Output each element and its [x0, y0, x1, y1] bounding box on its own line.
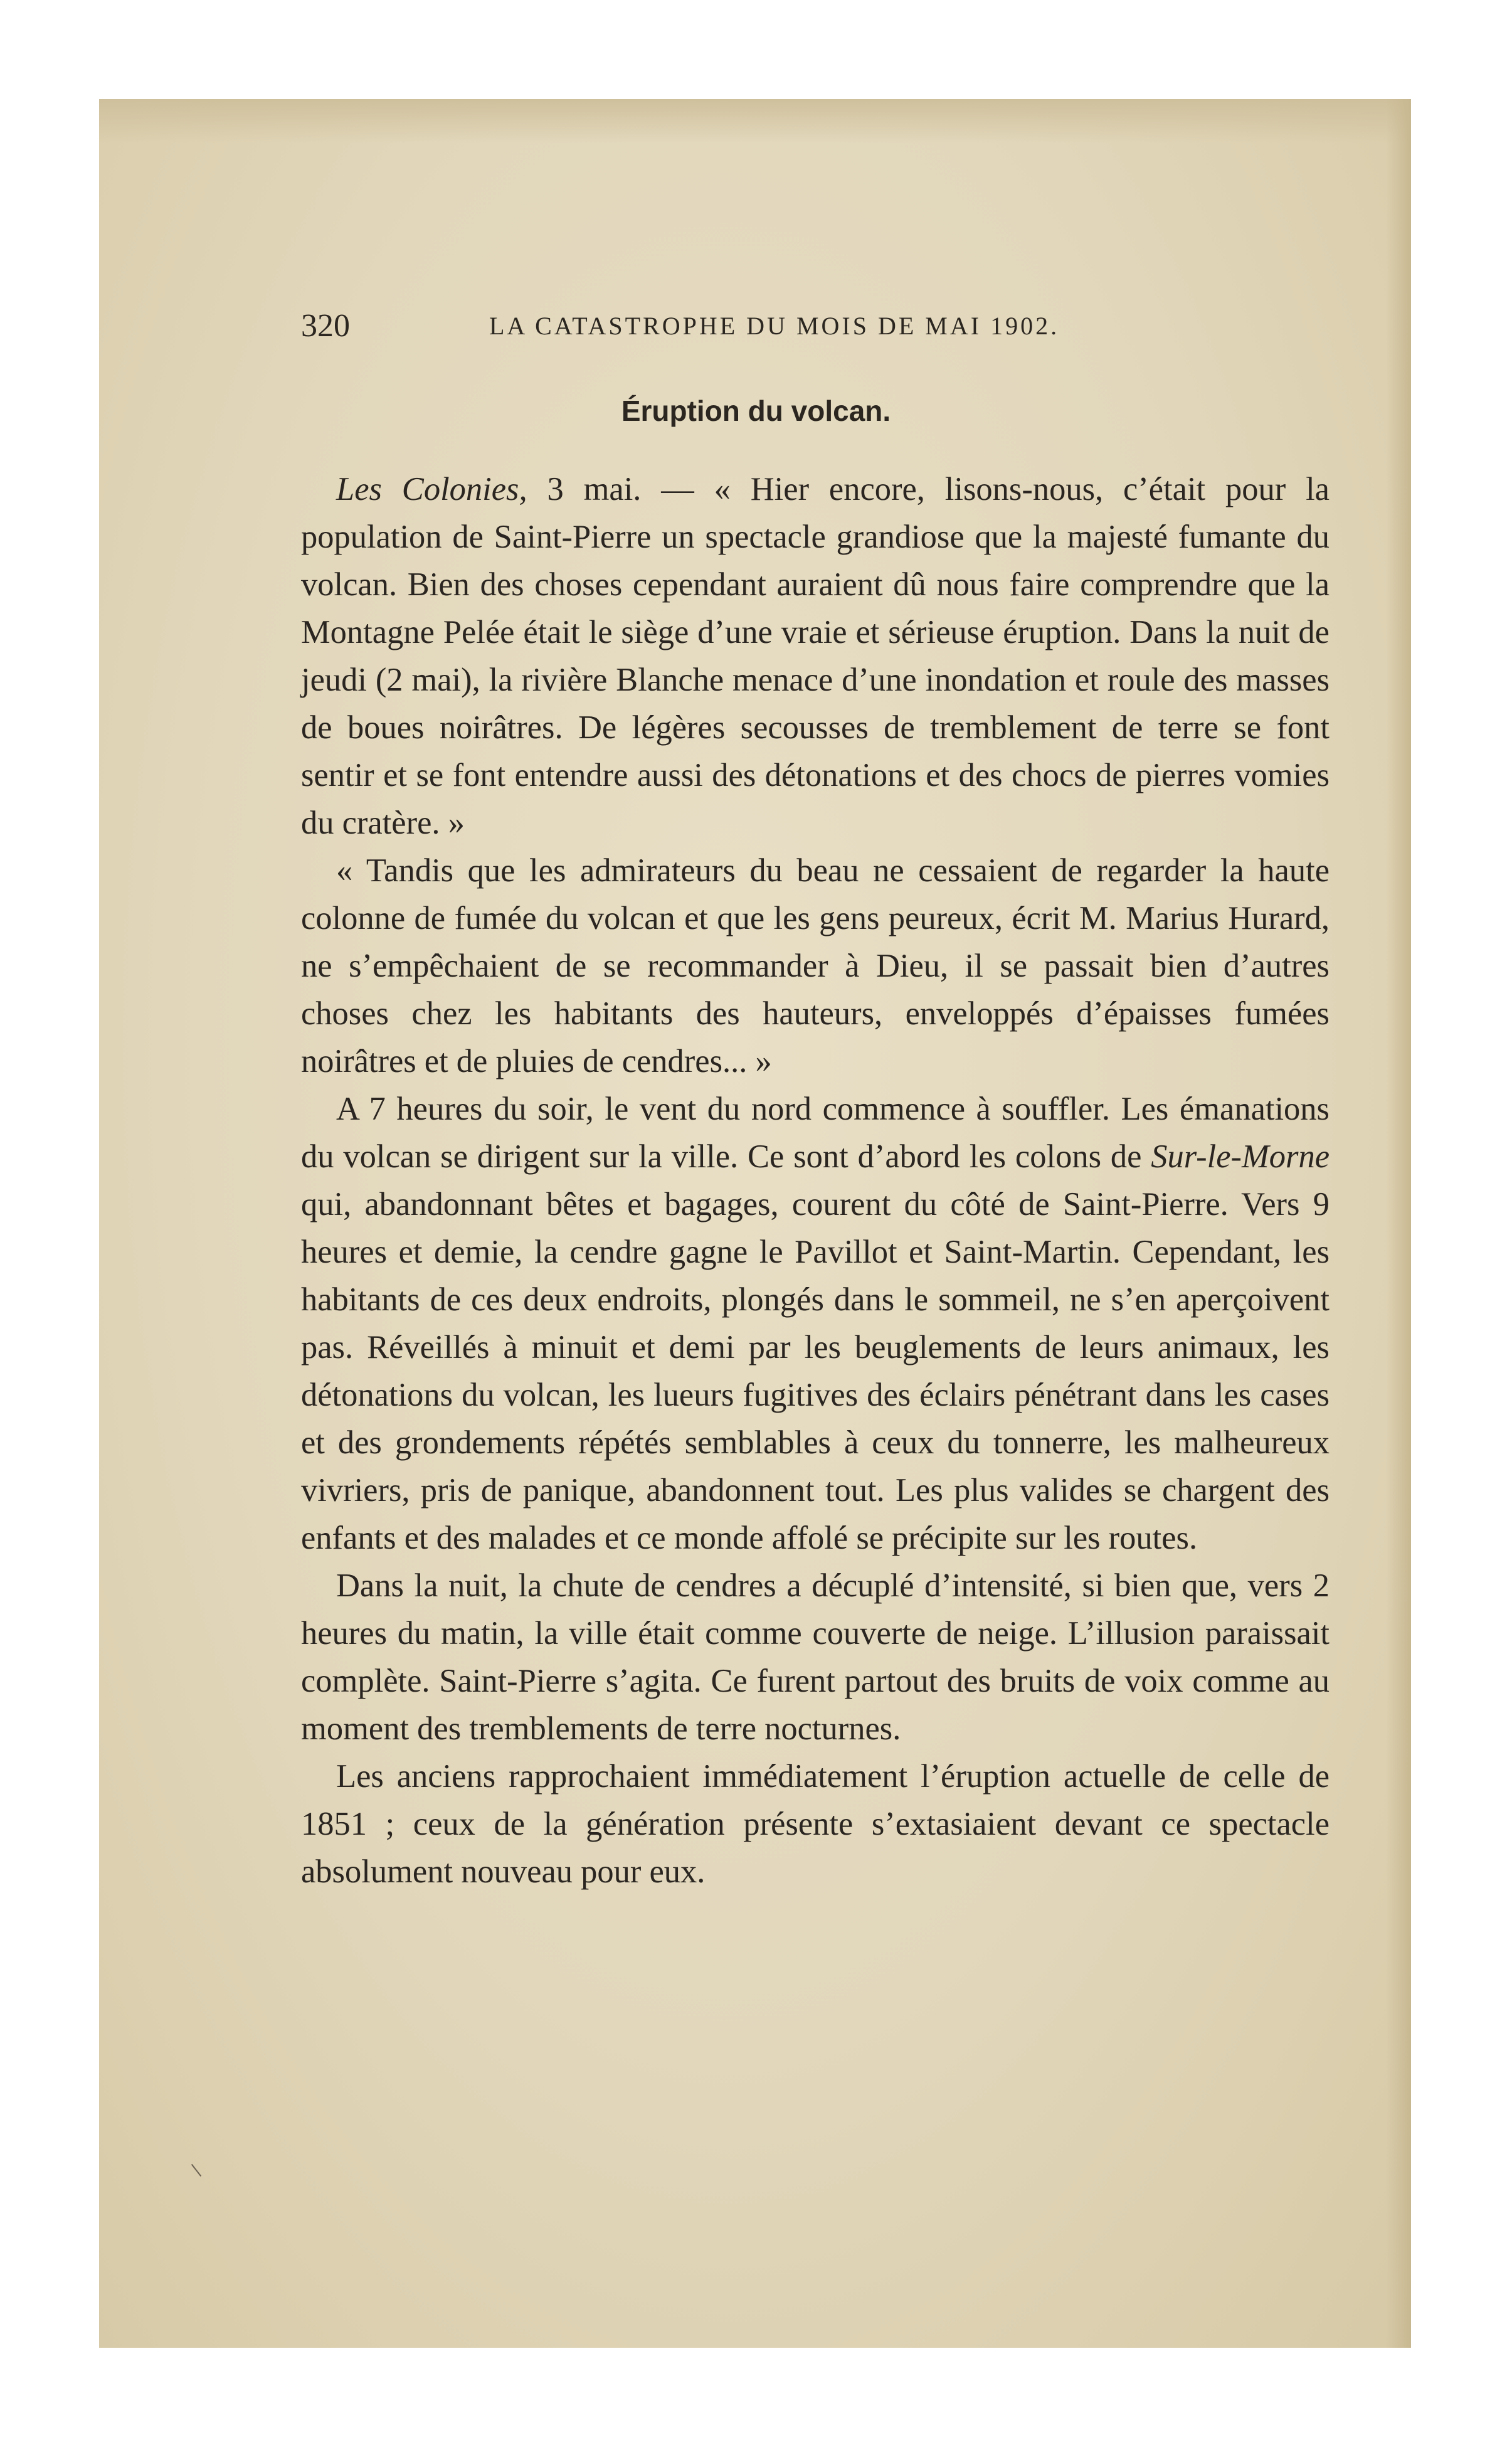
place-name: Sur-le-Morne	[1151, 1138, 1330, 1175]
body-text	[301, 465, 1330, 1896]
paragraph-5: Les anciens rapprochaient immédiatement l’éruption actuelle de celle de 1851 ; ceux de la génération présente s’extasiaient devant ce spectacle absolument nouveau pour eux.	[301, 1758, 1330, 1890]
paragraph-3-text-b: qui, abandonnant bêtes et bagages, courent du côté de Saint-Pierre. Vers 9 heures et demie, la cendre gagne le Pavillot et Saint-Martin. Cependant, les habitants de ces deux endroits, plongés dans le sommeil, ne s’en aperçoivent pas. Réveillés à minuit et demi par les beuglements de leurs animaux, les détonations du volcan, les lueurs fugitives des éclairs pénétrant dans les cases et des grondements répétés semblables à ceux du tonnerre, les malheureux vivriers, pris de panique, abandonnent tout. Les plus valides se chargent des enfants et des malades et ce monde affolé se précipite sur les routes.	[301, 1186, 1330, 1556]
paragraph-2: « Tandis que les admirateurs du beau ne cessaient de regarder la haute colonne de fumée du volcan et que les gens peureux, écrit M. Marius Hurard, ne s’empêchaient de se recommander à Dieu, il se passait bien d’autres choses chez les habitants des hauteurs, enveloppés d’épaisses fumées noirâtres et de pluies de cendres... »	[301, 852, 1330, 1079]
source-citation: Les Colonies,	[336, 471, 527, 507]
running-header	[301, 307, 1330, 345]
paragraph-1	[301, 465, 1330, 847]
paragraph-1-text: 3 mai. — « Hier encore, lisons-nous, c’était pour la population de Saint-Pierre un spectacle grandiose que la majesté fumante du volcan. Bien des choses cependant auraient dû nous faire comprendre que la Montagne Pelée était le siège d’une vraie et sérieuse éruption. Dans la nuit de jeudi (2 mai), la rivière Blanche menace d’une inondation et roule des masses de boues noirâtres. De légères secousses de tremblement de terre se font sentir et se font entendre aussi des détonations et des chocs de pierres vomies du cratère. »	[301, 471, 1330, 841]
section-title: Éruption du volcan.	[621, 395, 891, 427]
paragraph-3	[301, 1085, 1330, 1562]
page-number: 320	[301, 308, 350, 344]
running-title: LA CATASTROPHE DU MOIS DE MAI 1902.	[489, 312, 1060, 340]
paragraph-3-text-a: A 7 heures du soir, le vent du nord commence à souffler. Les émanations du volcan se dirigent sur la ville. Ce sont d’abord les colons de	[301, 1091, 1330, 1175]
paragraph-4: Dans la nuit, la chute de cendres a décuplé d’intensité, si bien que, vers 2 heures du matin, la ville était comme couverte de neige. L’illusion paraissait complète. Saint-Pierre s’agita. Ce furent partout des bruits de voix comme au moment des tremblements de terre nocturnes.	[301, 1567, 1330, 1747]
